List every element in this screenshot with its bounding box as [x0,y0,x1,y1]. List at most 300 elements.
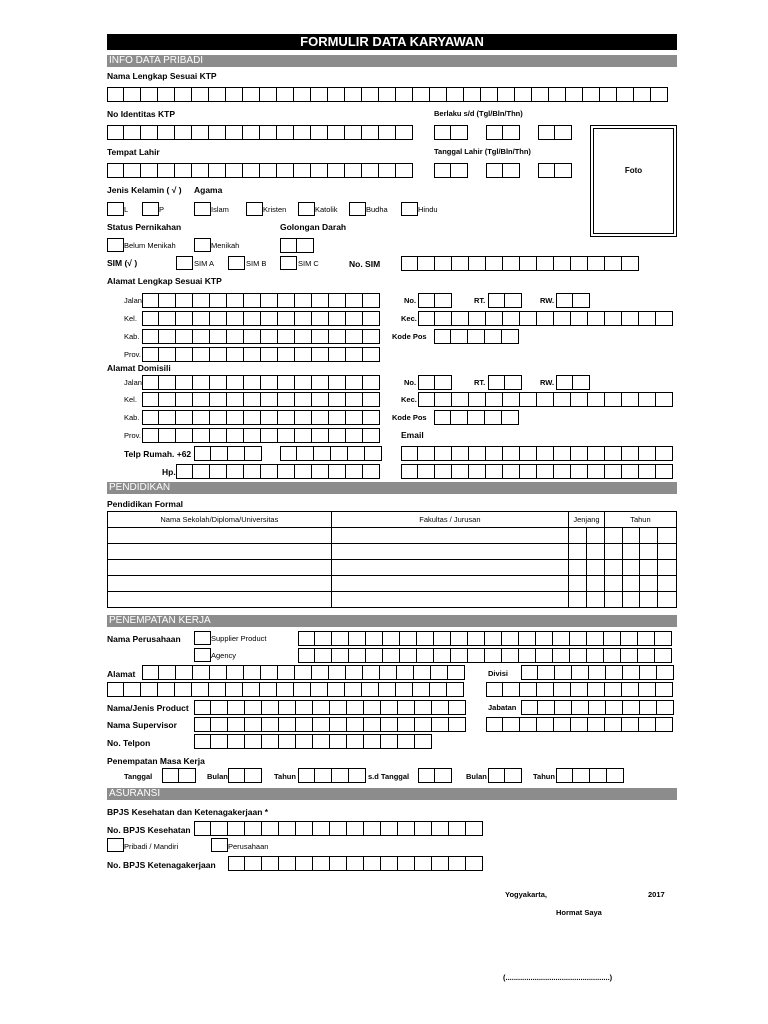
char-box[interactable] [277,682,294,697]
char-box[interactable] [639,717,656,732]
char-box[interactable] [194,821,211,836]
char-box[interactable] [656,446,673,461]
char-box[interactable] [176,375,193,390]
char-box[interactable] [107,87,124,102]
field-jalan-dom[interactable] [142,375,380,390]
char-box[interactable] [277,87,294,102]
char-box[interactable] [400,631,417,646]
char-box[interactable] [124,125,141,140]
char-box[interactable] [435,293,452,308]
char-box[interactable] [141,87,158,102]
char-box[interactable] [295,293,312,308]
char-box[interactable] [314,446,331,461]
char-box[interactable] [415,821,432,836]
char-box[interactable] [349,631,366,646]
char-box[interactable] [556,768,573,783]
char-box[interactable] [141,163,158,178]
char-box[interactable] [452,446,469,461]
field-kab-dom[interactable] [142,410,380,425]
char-box[interactable] [226,163,243,178]
char-box[interactable] [209,125,226,140]
char-box[interactable] [364,717,381,732]
table-cell[interactable] [622,528,640,544]
char-box[interactable] [346,464,363,479]
table-cell[interactable] [569,560,587,576]
char-box[interactable] [451,163,468,178]
field-email-2[interactable] [401,464,673,479]
char-box[interactable] [503,392,520,407]
char-box[interactable] [311,163,328,178]
char-box[interactable] [469,464,486,479]
char-box[interactable] [159,329,176,344]
char-box[interactable] [486,682,503,697]
char-box[interactable] [245,717,262,732]
char-box[interactable] [363,665,380,680]
char-box[interactable] [469,256,486,271]
char-box[interactable] [431,665,448,680]
char-box[interactable] [418,392,435,407]
char-box[interactable] [638,631,655,646]
char-box[interactable] [280,238,297,253]
char-box[interactable] [656,464,673,479]
char-box[interactable] [347,717,364,732]
char-box[interactable] [294,682,311,697]
char-box[interactable] [228,768,245,783]
char-box[interactable] [639,311,656,326]
char-box[interactable] [605,392,622,407]
char-box[interactable] [398,734,415,749]
char-box[interactable] [315,768,332,783]
char-box[interactable] [260,163,277,178]
table-cell[interactable] [604,528,622,544]
field-lahir-thn[interactable] [538,163,572,178]
char-box[interactable] [312,347,329,362]
char-box[interactable] [261,665,278,680]
char-box[interactable] [363,410,380,425]
char-box[interactable] [346,347,363,362]
field-supervisor[interactable] [194,717,466,732]
table-cell[interactable] [586,560,604,576]
char-box[interactable] [227,329,244,344]
char-box[interactable] [634,87,651,102]
char-box[interactable] [435,256,452,271]
field-akhir-thn[interactable] [556,768,624,783]
char-box[interactable] [520,392,537,407]
char-box[interactable] [176,410,193,425]
char-box[interactable] [401,464,418,479]
char-box[interactable] [556,375,573,390]
char-box[interactable] [538,125,555,140]
char-box[interactable] [312,392,329,407]
char-box[interactable] [348,446,365,461]
char-box[interactable] [600,87,617,102]
char-box[interactable] [142,410,159,425]
field-divisi-1[interactable] [521,665,674,680]
char-box[interactable] [330,856,347,871]
char-box[interactable] [363,428,380,443]
char-box[interactable] [655,631,672,646]
char-box[interactable] [332,631,349,646]
char-box[interactable] [605,256,622,271]
char-box[interactable] [227,293,244,308]
char-box[interactable] [639,446,656,461]
char-box[interactable] [175,682,192,697]
char-box[interactable] [498,87,515,102]
char-box[interactable] [622,256,639,271]
char-box[interactable] [432,856,449,871]
char-box[interactable] [447,87,464,102]
field-rt-ktp[interactable] [488,293,522,308]
char-box[interactable] [537,682,554,697]
char-box[interactable] [363,464,380,479]
char-box[interactable] [330,821,347,836]
table-cell[interactable] [331,544,568,560]
char-box[interactable] [329,665,346,680]
char-box[interactable] [622,311,639,326]
char-box[interactable] [452,464,469,479]
char-box[interactable] [521,665,538,680]
char-box[interactable] [418,446,435,461]
char-box[interactable] [622,392,639,407]
char-box[interactable] [277,125,294,140]
char-box[interactable] [396,125,413,140]
char-box[interactable] [520,446,537,461]
field-berlaku-thn[interactable] [538,125,572,140]
char-box[interactable] [503,717,520,732]
char-box[interactable] [554,682,571,697]
field-perusahaan-1[interactable] [298,631,672,646]
char-box[interactable] [589,700,606,715]
char-box[interactable] [192,87,209,102]
char-box[interactable] [349,768,366,783]
field-berlaku-tgl[interactable] [434,125,468,140]
char-box[interactable] [278,392,295,407]
char-box[interactable] [656,682,673,697]
table-cell[interactable] [586,544,604,560]
char-box[interactable] [451,631,468,646]
char-box[interactable] [332,648,349,663]
char-box[interactable] [573,293,590,308]
char-box[interactable] [520,464,537,479]
char-box[interactable] [175,163,192,178]
field-tempat[interactable] [107,163,413,178]
char-box[interactable] [651,87,668,102]
char-box[interactable] [638,648,655,663]
char-box[interactable] [278,329,295,344]
char-box[interactable] [107,682,124,697]
char-box[interactable] [447,682,464,697]
char-box[interactable] [278,347,295,362]
char-box[interactable] [296,734,313,749]
char-box[interactable] [538,163,555,178]
char-box[interactable] [297,238,314,253]
char-box[interactable] [485,329,502,344]
char-box[interactable] [554,392,571,407]
table-cell[interactable] [622,544,640,560]
char-box[interactable] [622,682,639,697]
char-box[interactable] [362,87,379,102]
field-jabatan-2[interactable] [486,717,673,732]
checkbox-sima[interactable] [176,256,193,270]
char-box[interactable] [124,682,141,697]
field-noker[interactable] [228,856,483,871]
char-box[interactable] [211,717,228,732]
char-box[interactable] [159,311,176,326]
table-cell[interactable] [640,528,658,544]
char-box[interactable] [226,125,243,140]
char-box[interactable] [488,768,505,783]
char-box[interactable] [228,734,245,749]
field-rw-ktp[interactable] [556,293,590,308]
char-box[interactable] [315,648,332,663]
char-box[interactable] [328,163,345,178]
char-box[interactable] [486,717,503,732]
char-box[interactable] [468,648,485,663]
char-box[interactable] [346,311,363,326]
char-box[interactable] [294,87,311,102]
char-box[interactable] [486,163,503,178]
char-box[interactable] [566,87,583,102]
table-cell[interactable] [604,592,622,608]
char-box[interactable] [538,700,555,715]
char-box[interactable] [260,87,277,102]
checkbox-supplier[interactable] [194,631,211,645]
char-box[interactable] [142,375,159,390]
char-box[interactable] [227,375,244,390]
char-box[interactable] [604,648,621,663]
char-box[interactable] [346,410,363,425]
char-box[interactable] [244,428,261,443]
checkbox-menikah[interactable] [194,238,211,252]
char-box[interactable] [328,682,345,697]
char-box[interactable] [176,428,193,443]
char-box[interactable] [193,375,210,390]
char-box[interactable] [537,311,554,326]
char-box[interactable] [142,347,159,362]
char-box[interactable] [295,347,312,362]
char-box[interactable] [176,464,193,479]
char-box[interactable] [261,410,278,425]
char-box[interactable] [362,163,379,178]
char-box[interactable] [503,464,520,479]
char-box[interactable] [503,682,520,697]
field-jabatan[interactable] [521,700,674,715]
char-box[interactable] [294,163,311,178]
char-box[interactable] [329,375,346,390]
field-jalan-ktp[interactable] [142,293,380,308]
char-box[interactable] [417,648,434,663]
char-box[interactable] [555,665,572,680]
field-akhir-tgl[interactable] [418,768,452,783]
char-box[interactable] [142,665,159,680]
table-cell[interactable] [658,592,677,608]
char-box[interactable] [486,125,503,140]
char-box[interactable] [466,856,483,871]
char-box[interactable] [606,665,623,680]
checkbox-budha[interactable] [349,202,366,216]
char-box[interactable] [469,392,486,407]
char-box[interactable] [418,464,435,479]
char-box[interactable] [588,392,605,407]
char-box[interactable] [587,648,604,663]
checkbox-simb[interactable] [228,256,245,270]
char-box[interactable] [505,375,522,390]
char-box[interactable] [261,311,278,326]
char-box[interactable] [549,87,566,102]
char-box[interactable] [435,446,452,461]
char-box[interactable] [245,821,262,836]
char-box[interactable] [451,125,468,140]
char-box[interactable] [554,311,571,326]
char-box[interactable] [124,87,141,102]
char-box[interactable] [192,125,209,140]
char-box[interactable] [555,125,572,140]
char-box[interactable] [298,631,315,646]
char-box[interactable] [312,375,329,390]
char-box[interactable] [556,293,573,308]
char-box[interactable] [451,329,468,344]
char-box[interactable] [210,347,227,362]
char-box[interactable] [657,665,674,680]
char-box[interactable] [228,446,245,461]
char-box[interactable] [295,329,312,344]
char-box[interactable] [381,717,398,732]
char-box[interactable] [363,311,380,326]
table-cell[interactable] [640,576,658,592]
char-box[interactable] [176,392,193,407]
char-box[interactable] [502,329,519,344]
table-cell[interactable] [331,576,568,592]
char-box[interactable] [210,329,227,344]
char-box[interactable] [279,700,296,715]
char-box[interactable] [312,464,329,479]
char-box[interactable] [485,631,502,646]
char-box[interactable] [243,125,260,140]
char-box[interactable] [570,648,587,663]
field-rt-dom[interactable] [488,375,522,390]
char-box[interactable] [588,464,605,479]
char-box[interactable] [573,768,590,783]
char-box[interactable] [413,682,430,697]
char-box[interactable] [244,665,261,680]
char-box[interactable] [573,375,590,390]
char-box[interactable] [328,125,345,140]
char-box[interactable] [141,682,158,697]
char-box[interactable] [159,347,176,362]
char-box[interactable] [520,256,537,271]
char-box[interactable] [503,163,520,178]
char-box[interactable] [434,410,451,425]
char-box[interactable] [142,293,159,308]
table-cell[interactable] [604,560,622,576]
char-box[interactable] [415,734,432,749]
char-box[interactable] [332,768,349,783]
char-box[interactable] [588,311,605,326]
char-box[interactable] [209,682,226,697]
field-rw-dom[interactable] [556,375,590,390]
char-box[interactable] [418,293,435,308]
char-box[interactable] [295,375,312,390]
char-box[interactable] [278,311,295,326]
char-box[interactable] [227,665,244,680]
char-box[interactable] [262,717,279,732]
checkbox-p[interactable] [142,202,159,216]
table-cell[interactable] [569,528,587,544]
char-box[interactable] [347,734,364,749]
char-box[interactable] [176,665,193,680]
char-box[interactable] [520,717,537,732]
char-box[interactable] [329,428,346,443]
char-box[interactable] [228,700,245,715]
char-box[interactable] [414,665,431,680]
char-box[interactable] [502,631,519,646]
char-box[interactable] [210,375,227,390]
char-box[interactable] [315,631,332,646]
char-box[interactable] [398,717,415,732]
char-box[interactable] [141,125,158,140]
char-box[interactable] [278,428,295,443]
char-box[interactable] [434,648,451,663]
char-box[interactable] [346,428,363,443]
char-box[interactable] [363,392,380,407]
char-box[interactable] [142,329,159,344]
checkbox-katolik[interactable] [298,202,315,216]
char-box[interactable] [211,734,228,749]
char-box[interactable] [226,87,243,102]
char-box[interactable] [621,648,638,663]
char-box[interactable] [537,392,554,407]
char-box[interactable] [278,464,295,479]
table-cell[interactable] [658,560,677,576]
char-box[interactable] [588,256,605,271]
checkbox-simc[interactable] [280,256,297,270]
char-box[interactable] [451,410,468,425]
char-box[interactable] [452,311,469,326]
char-box[interactable] [572,700,589,715]
char-box[interactable] [312,311,329,326]
field-nokes[interactable] [194,821,483,836]
char-box[interactable] [398,856,415,871]
char-box[interactable] [417,631,434,646]
char-box[interactable] [261,375,278,390]
char-box[interactable] [432,700,449,715]
char-box[interactable] [243,87,260,102]
field-no-dom[interactable] [418,375,452,390]
char-box[interactable] [244,392,261,407]
char-box[interactable] [193,329,210,344]
char-box[interactable] [435,768,452,783]
char-box[interactable] [295,428,312,443]
field-kodepos-dom[interactable] [434,410,519,425]
table-cell[interactable] [331,560,568,576]
char-box[interactable] [159,428,176,443]
char-box[interactable] [623,700,640,715]
table-cell[interactable] [658,528,677,544]
char-box[interactable] [295,464,312,479]
field-hp[interactable] [176,464,380,479]
char-box[interactable] [227,428,244,443]
char-box[interactable] [243,682,260,697]
char-box[interactable] [621,631,638,646]
char-box[interactable] [434,631,451,646]
char-box[interactable] [296,821,313,836]
checkbox-islam[interactable] [194,202,211,216]
char-box[interactable] [379,682,396,697]
char-box[interactable] [159,392,176,407]
char-box[interactable] [210,410,227,425]
char-box[interactable] [468,410,485,425]
char-box[interactable] [435,464,452,479]
